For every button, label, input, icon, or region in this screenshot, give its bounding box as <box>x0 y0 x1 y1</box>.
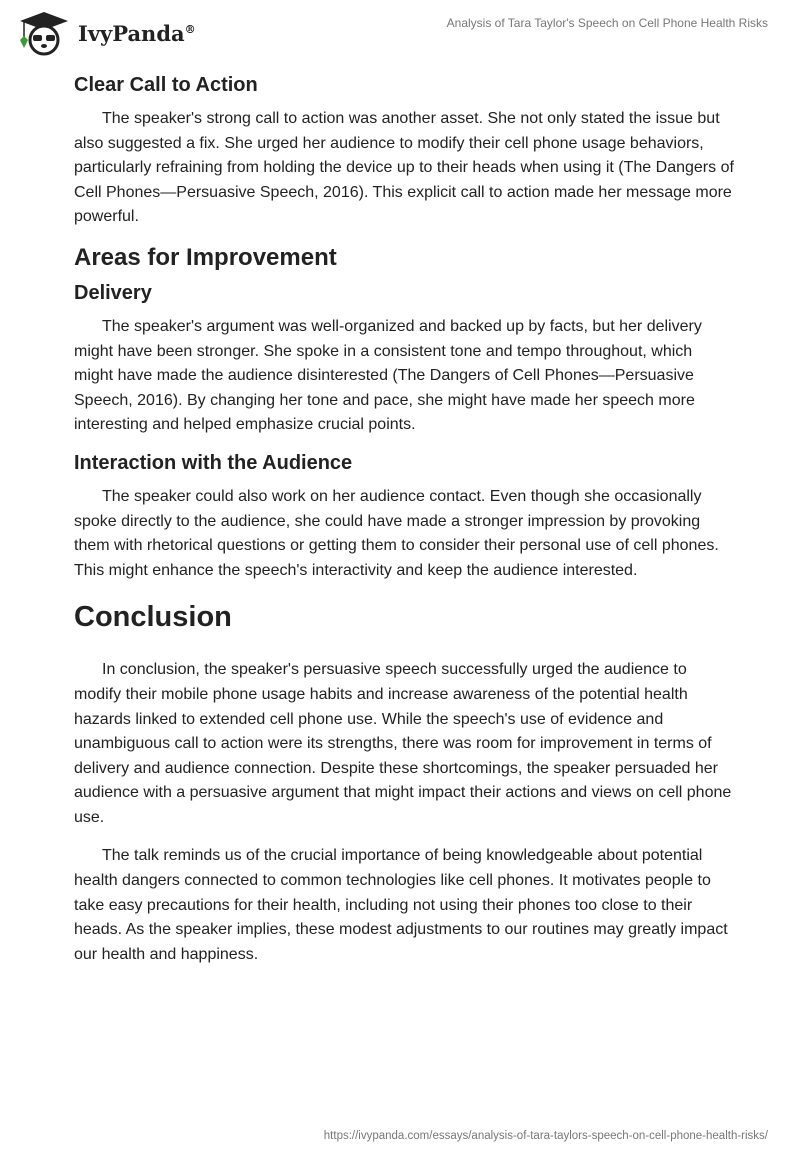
section-heading: Conclusion <box>74 601 232 634</box>
source-url[interactable]: https://ivypanda.com/essays/analysis-of-tara-taylors-speech-on-cell-phone-health-risks/ <box>323 1130 768 1142</box>
section-heading: Areas for Improvement <box>74 243 337 271</box>
paragraph: The speaker's strong call to action was another asset. She not only stated the issue but also suggested a fix. She urged her audience to modify their cell phone usage behaviors, particularly refraining from holding the device up to their heads when using it (The Dangers of Cell Phones—Persuasive Speech, 2016). This explicit call to action made her message more powerful. <box>74 110 734 226</box>
panda-logo-icon <box>18 10 70 56</box>
paragraph: The talk reminds us of the crucial importance of being knowledgeable about potential health dangers connected to common technologies like cell phones. It motivates people to take easy precautions for their health, including not using their phones too close to their heads. As the speaker implies, these modest adjustments to our routines may greatly impact our health and happiness. <box>74 847 728 963</box>
document-title: Analysis of Tara Taylor's Speech on Cell Phone Health Risks <box>446 16 768 30</box>
section-heading: Delivery <box>74 281 152 304</box>
paragraph: The speaker could also work on her audience contact. Even though she occasionally spoke directly to the audience, she could have made a stronger impression by provoking them with rhetorical questions or getting them to consider their personal use of cell phones. This might enhance the speech's interactivity and keep the audience interested. <box>74 487 719 579</box>
article-body <box>74 70 734 981</box>
paragraph: In conclusion, the speaker's persuasive speech successfully urged the audience to modify their mobile phone usage habits and increase awareness of the potential health hazards linked to extended cell phone use. While the speech's use of evidence and unambiguous call to action were its strengths, there was room for improvement in terms of delivery and audience connection. Despite these shortcomings, the speaker persuaded her audience with a persuasive argument that might impact their actions and views on cell phone use. <box>74 661 732 826</box>
section-heading: Clear Call to Action <box>74 74 258 96</box>
logo[interactable] <box>18 10 196 56</box>
section-heading: Interaction with the Audience <box>74 451 353 474</box>
logo-text: IvyPanda® <box>78 20 196 46</box>
paragraph: The speaker's argument was well-organized and backed up by facts, but her delivery might have been stronger. She spoke in a consistent tone and tempo throughout, which might have made the audience disinterested (The Dangers of Cell Phones—Persuasive Speech, 2016). By changing her tone and pace, she might have made her speech more interesting and helped emphasize crucial points. <box>74 317 702 434</box>
